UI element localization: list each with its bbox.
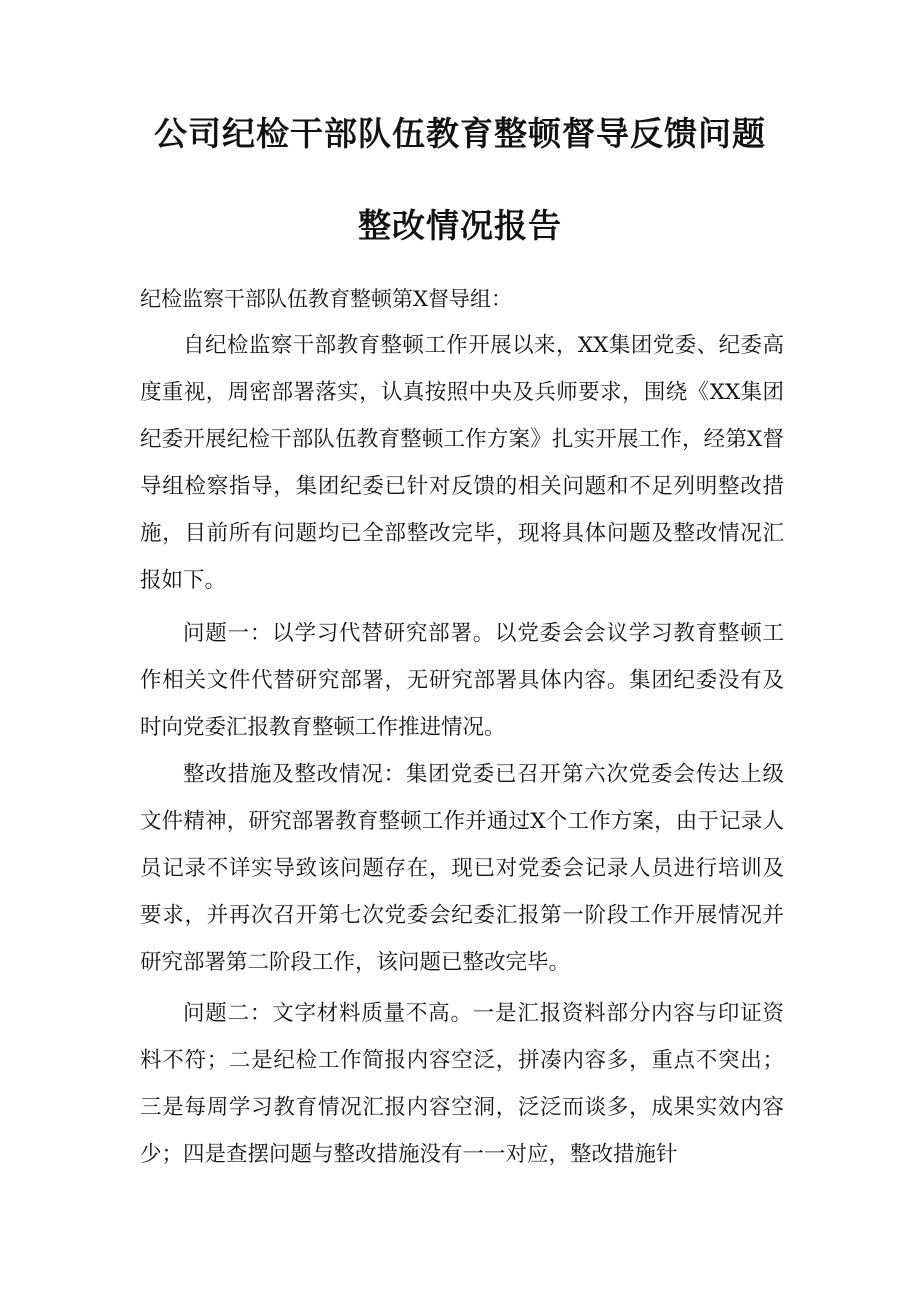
salutation: 纪检监察干部队伍教育整顿第X督导组： bbox=[140, 287, 512, 311]
paragraph-issue-two: 问题二：文字材料质量不高。一是汇报资料部分内容与印证资料不符；二是纪检工作简报内容空泛，拼凑内容多，重点不突出；三是每周学习教育情况汇报内容空洞，泛泛而谈多，成果实效内容少；四是查摆问题与整改措施没有一一对应，整改措施针 bbox=[140, 1001, 784, 1167]
document-title-line-1: 公司纪检干部队伍教育整顿督导反馈问题 bbox=[154, 114, 766, 153]
paragraph-issue-one: 问题一：以学习代替研究部署。以党委会会议学习教育整顿工作相关文件代替研究部署，无研究部署具体内容。集团纪委没有及时向党委汇报教育整顿工作推进情况。 bbox=[140, 621, 784, 740]
paragraph-rectification-one: 整改措施及整改情况：集团党委已召开第六次党委会传达上级文件精神，研究部署教育整顿工作并通过X个工作方案，由于记录人员记录不详实导致该问题存在，现已对党委会记录人员进行培训及要求，并再次召开第七次党委会纪委汇报第一阶段工作开展情况并研究部署第二阶段工作，该问题已整改完毕。 bbox=[140, 762, 784, 975]
document-title-line-2: 整改情况报告 bbox=[358, 206, 562, 245]
paragraph-intro: 自纪检监察干部教育整顿工作开展以来，XX集团党委、纪委高度重视，周密部署落实，认真按照中央及兵师要求，围绕《XX集团纪委开展纪检干部队伍教育整顿工作方案》扎实开展工作，经第X督导组检察指导，集团纪委已针对反馈的相关问题和不足列明整改措施，目前所有问题均已全部整改完毕，现将具体问题及整改情况汇报如下。 bbox=[140, 333, 784, 593]
